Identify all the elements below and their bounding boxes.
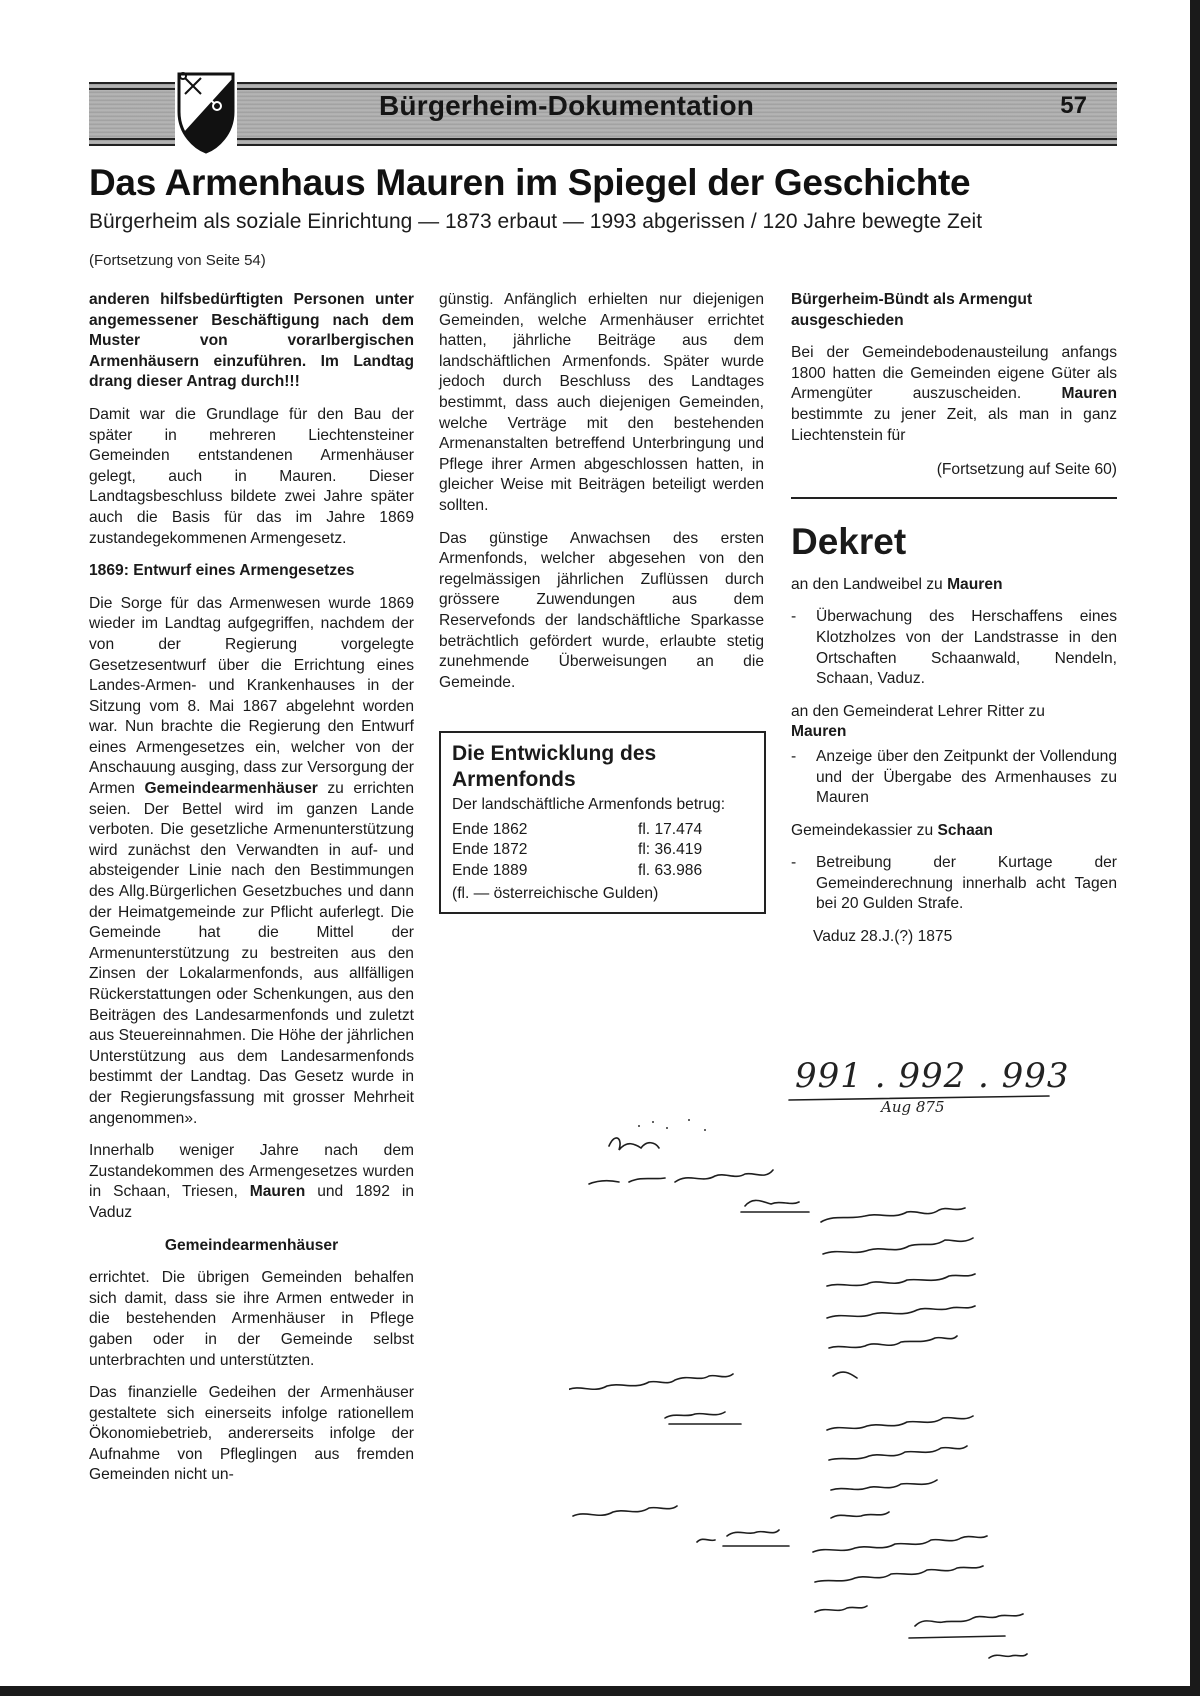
decree-item-text: Anzeige über den Zeitpunkt der Vollendung und der Übergabe des Armenhauses zu Mauren (816, 747, 1117, 807)
column-2 (439, 290, 764, 914)
paragraph: Damit war die Grundlage für den Bau der später in mehreren Liechtensteiner Gemeinden entstandenen Armenhäuser gelegt, auch in Mauren. Dieser Landtagsbeschluss bildete zwei Jahre später auch die Basis für das im Jahre 1869 zustandegekommenen Armengesetz. (89, 405, 414, 547)
armenfonds-box (439, 731, 766, 914)
continued-from-note: (Fortsetzung von Seite 54) (89, 252, 266, 269)
paragraph: Das günstige Anwachsen des ersten Armenfonds, welcher abgesehen von den regelmässigen jährlichen Zuflüssen durch grössere Zuwendungen aus dem Reservefonds der landschäftliche Sparkasse beträchtlich gefördert wurde, erlaubte stetig zunehmende Überweisungen an die Gemeinde. (439, 529, 764, 691)
bold-term: Mauren (1061, 385, 1117, 403)
lead-paragraph: anderen hilfsbedürftigten Personen unter angemessener Beschäftigung nach dem Muster von vorarlbergischen Armenhäusern einzuführen. Im Landtag drang dieser Antrag durch!!! (89, 291, 414, 391)
text-run: an den Gemeinderat Lehrer Ritter zu (791, 702, 1045, 720)
address-line (791, 821, 1117, 842)
text-run: Gemeindekassier zu (791, 821, 938, 839)
fund-year: Ende 1872 (452, 841, 528, 859)
header-title: Bürgerheim-Dokumentation (379, 90, 755, 121)
text-run: Innerhalb weniger Jahre nach dem Zustandekommen des Armengesetzes wurden in Schaan, Triesen, (89, 1142, 414, 1201)
paragraph: Das finanzielle Gedeihen der Armenhäuser gestaltete sich einerseits infolge rationellem Ökonomiebetrieb, andererseits infolge der Aufnahme von Pfleglingen aus fremden Gemeinden nicht un- (89, 1384, 414, 1484)
box-title: Die Entwicklung des Armenfonds (452, 742, 657, 792)
fund-year: Ende 1862 (452, 820, 528, 838)
continued-to-note: (Fortsetzung auf Seite 60) (936, 461, 1117, 479)
fund-row (452, 861, 754, 882)
section-heading-buendt: Bürgerheim-Bündt als Armengut ausgeschieden (791, 291, 1033, 329)
decree-item (791, 607, 1117, 689)
divider (791, 497, 1117, 499)
fund-year: Ende 1889 (452, 862, 528, 880)
article-title: Das Armenhaus Mauren im Spiegel der Geschichte (89, 162, 971, 203)
fund-amount: fl. 17.474 (638, 820, 703, 838)
text-run: an den Landweibel zu (791, 575, 948, 593)
column-1 (89, 290, 414, 1498)
bold-term: Mauren (249, 1183, 306, 1201)
fund-row (452, 840, 754, 861)
box-note: (fl. — österreichische Gulden) (452, 884, 659, 902)
section-heading-1869: 1869: Entwurf eines Armengesetzes (89, 562, 355, 580)
subheading-gemeindearmenhaeuser: Gemeindearmenhäuser (164, 1236, 339, 1254)
bold-term: Schaan (937, 821, 993, 839)
text-run: Bei der Gemeindebodenausteilung anfangs 1800 hatten die Gemeinden eigene Güter als Armengüter auszuscheiden. (791, 344, 1117, 403)
coat-of-arms-icon (175, 68, 237, 154)
paragraph (791, 343, 1117, 446)
fund-row (452, 820, 754, 841)
bold-term: Gemeindearmenhäuser (144, 780, 318, 798)
handwritten-decree-scan (569, 1056, 1129, 1676)
decree-item-text: Betreibung der Kurtage der Gemeinderechnung innerhalb acht Tagen bei 20 Gulden Strafe. (816, 854, 1117, 913)
page-header (89, 62, 1117, 156)
box-intro: Der landschäftliche Armenfonds betrug: (452, 796, 726, 814)
text-run: Die Sorge für das Armenwesen wurde 1869 wieder im Landtag aufgegriffen, nachdem der von der Regierung vorgelegte Gesetzesentwurf über die Errichtung eines Landes-Armen- und Krankenhauses in der Sitzung vom 8. Mai 1867 abgelehnt worden war. Nun brachte die Regierung den Entwurf eines Armengesetzes ein, welcher von der Anschauung ausging, dass zur Versorgung der Armen (89, 594, 414, 798)
dash-bullet: - (791, 747, 797, 765)
decree-item (791, 853, 1117, 915)
document-page (89, 62, 1117, 1484)
article-subtitle: Bürgerheim als soziale Einrichtung — 1873 erbaut — 1993 abgerissen / 120 Jahre bewegte Zeit (89, 210, 983, 233)
paragraph: errichtet. Die übrigen Gemeinden behalfen sich damit, dass sie ihre Armen entweder in die bestehenden Armenhäuser in Pflege gaben oder in der Gemeinde selbst unterbrachten und unterstützten. (89, 1269, 414, 1369)
fund-table (452, 820, 754, 882)
paragraph (89, 594, 414, 1129)
dash-bullet: - (791, 608, 797, 626)
dash-bullet: - (791, 854, 797, 872)
decree-signature-line: Vaduz 28.J.(?) 1875 (813, 928, 953, 946)
archive-number: 991 . 992 . 993 (795, 1056, 1070, 1096)
column-3 (791, 290, 1117, 960)
text-run: und 1892 in Vaduz (89, 1183, 415, 1221)
page-number: 57 (1060, 92, 1087, 119)
bold-term: Mauren (791, 723, 847, 741)
fund-amount: fl: 36.419 (638, 841, 703, 859)
handwriting-strokes (569, 1056, 1129, 1676)
address-line (791, 702, 1117, 743)
decree-item (791, 747, 1117, 809)
dekret-title: Dekret (791, 520, 907, 562)
address-line (791, 575, 1117, 596)
bold-term: Mauren (947, 575, 1003, 593)
text-run: zu errichten seien. Der Bettel wird im ganzen Lande verboten. Die gesetzliche Armenunterstützung wird zunächst den Verwandten in auf- und absteigender Linie nach den Bestimmungen des Allg.Bürgerlichen Gesetzbuches und dann der Heimatgemeinde zur Pflicht auferlegt. Die Gemeinde hat die Mittel der Armenunterstützung zu bestreiten aus den Zinsen der Lokalarmenfonds, aus allfälligen Rückerstattungen oder Schenkungen, aus den Beiträgen des Landesarmenfonds und zuletzt aus Steuereinnahmen. Die Höhe der jährlichen Unterstützung aus dem Landesarmenfonds bestimmt der Landtag. Das Gesetz wurde in der Regierungsfassung mit grosser Mehrheit angenommen». (89, 780, 415, 1127)
archive-sub: Aug 875 (881, 1098, 945, 1116)
decree-item-text: Überwachung des Herschaffens eines Klotzholzes von der Landstrasse in den Ortschaften Schaanwald, Nendeln, Schaan, Vaduz. (816, 608, 1117, 688)
text-run: bestimmte zu jener Zeit, als man in ganz Liechtenstein für (791, 405, 1117, 444)
paragraph: günstig. Anfänglich erhielten nur diejenigen Gemeinden, welche Armenhäuser errichtet hatten, jährliche Beiträge aus dem landschäftlichen Armenfonds. Später wurde jedoch durch Beschluss des Landtages bestimmt, dass auch diejenigen Gemeinden, welche Verträge mit den bestehenden Armenanstalten betreffend Unterbringung und Pflege ihrer Armen abgeschlossen hatten, in gleicher Weise mit Beiträgen beteiligt werden sollten. (439, 291, 764, 514)
fund-amount: fl. 63.986 (638, 862, 703, 880)
paragraph (89, 1141, 414, 1223)
